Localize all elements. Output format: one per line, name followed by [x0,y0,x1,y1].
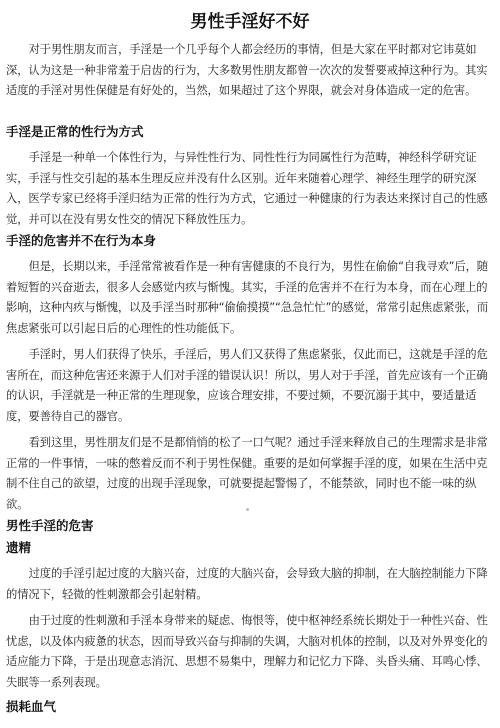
section-paragraph: 看到这里，男性朋友们是不是都悄悄的松了一口气呢？通过手淫来释放自己的生理需求是非常正常的一件事情，一味的憋着反而不利于男性保健。重要的是如何掌握手淫的度，如果在生活中克制不住自己的欲望，过度的出现手淫现象，可就要提起警惕了，不能禁欲，同时也不能一味的纵欲。 [6,436,488,511]
intro-block [6,40,494,102]
subsection-heading: 损耗血气 [6,699,57,714]
section-paragraph: 过度的手淫引起过度的大脑兴奋，过度的大脑兴奋，会导致大脑的抑制，在大脑控制能力下降的情况下，轻微的性刺激都会引起射精。 [6,567,488,601]
section-normal-behavior [6,122,494,230]
section-paragraph: 手淫时，男人们获得了快乐，手淫后，男人们又获得了焦虑紧张，仅此而已，这就是手淫的危害所在，而这种危害还来源于人们对手淫的错误认识！所以，男人对于手淫，首先应该有一个正确的认识，手淫就是一种正常的生理现象，应该合理安排，不要过频，不要沉溺于其中，要适量适度，要善待自己的器官。 [6,348,488,423]
separator-dot [246,508,249,511]
section-paragraph: 手淫是一种单一个体性行为，与异性性行为、同性性行为同属性行为范畴，神经科学研究证实，手淫与性交引起的基本生理反应并没有什么区别。近年来随着心理学、神经生理学的研究深入，医学专家已经将手淫归结为正常的性行为方式，它通过一种健康的行为表达来探讨自己的性感觉，并可以在没有男女性交的情况下释放性压力。 [6,151,488,226]
section-harm-not-act [6,231,494,515]
intro-paragraph: 对于男性朋友而言，手淫是一个几乎每个人都会经历的事情，但是大家在平时都对它讳莫如深，认为这是一种非常羞于启齿的行为，大多数男性朋友都曾一次次的发誓要戒掉这种行为。其实适度的手淫对男性保健是有好处的，当然，如果超过了这个界限，就会对身体造成一定的危害。 [6,43,488,97]
section-paragraph: 由于过度的性刺激和手淫本身带来的疑虑、悔恨等，使中枢神经系统长期处于一种性兴奋、性忧虑，以及体内疲惫的状态，因而导致兴奋与抑制的失调，大脑对机体的控制，以及对外界变化的适应能力下降，于是出现意志消沉、思想不易集中，理解力和记忆力下降、头昏头痛、耳鸣心悸、失眠等一系列表现。 [6,614,488,689]
section-heading: 男性手淫的危害 [6,518,94,533]
section-paragraph: 但是，长期以来，手淫常常被看作是一种有害健康的不良行为，男性在偷偷“自我寻欢”后，随着短暂的兴奋逝去，很多人会感觉内疚与惭愧。其实，手淫的危害并不在行为本身，而在心理上的影响，这种内疚与惭愧，以及手淫当时那种“偷偷摸摸”“急急忙忙”的感觉，常常引起焦虑紧张，而焦虑紧张可以引起日后的心理性的性功能低下。 [6,260,489,335]
article-title: 男性手淫好不好 [190,12,310,32]
section-heading: 手淫是正常的性行为方式 [6,124,144,139]
section-male-harm [6,516,494,717]
section-heading: 手淫的危害并不在行为本身 [6,233,157,248]
subsection-heading: 遗精 [6,540,32,555]
